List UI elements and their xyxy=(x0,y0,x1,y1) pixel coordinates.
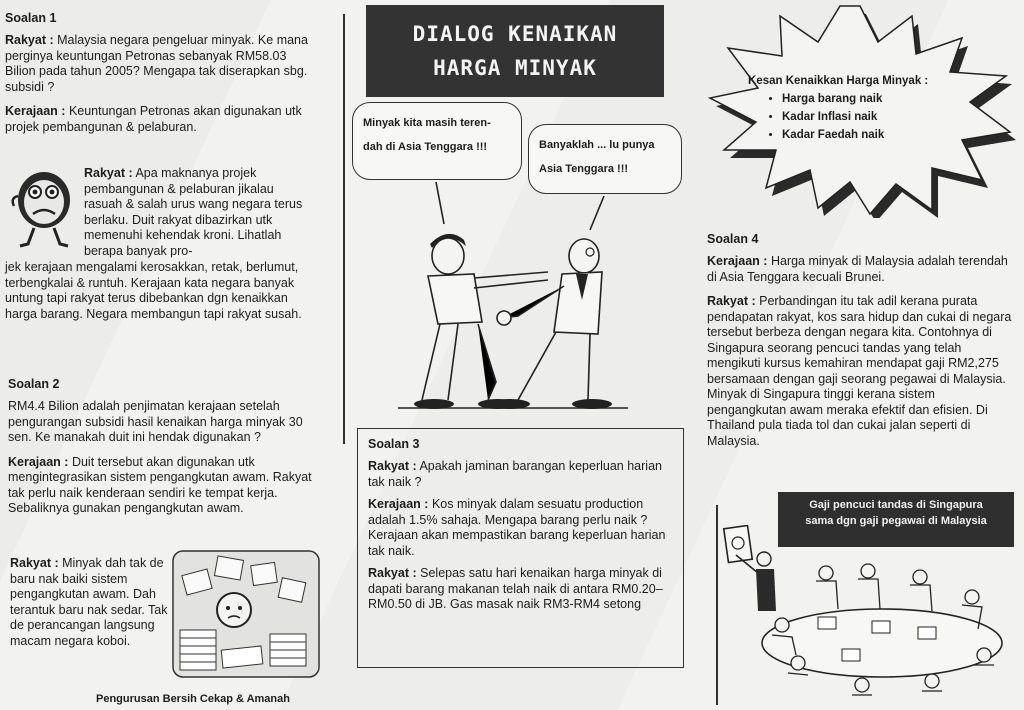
handshake-cartoon-illustration xyxy=(378,182,640,418)
soalan1-kerajaan: Kerajaan : Keuntungan Petronas akan digunakan utk projek pembangunan & pelaburan. xyxy=(5,104,302,134)
speech-bubble-left: Minyak kita masih teren- dah di Asia Tenggara !!! xyxy=(352,102,522,180)
soalan3-rakyat: Rakyat : Apakah jaminan barangan keperluan harian tak naik ? xyxy=(368,459,662,489)
page-title-line2: HARGA MINYAK xyxy=(433,56,597,80)
soalan1-rakyat2-cont xyxy=(5,260,313,331)
soalan2-heading: Soalan 2 xyxy=(8,377,60,391)
burst-list xyxy=(748,90,968,144)
soalan2-rakyat-block xyxy=(10,556,168,658)
soalan3-rakyat2: Rakyat : Selepas satu hari kenaikan harga minyak di dapati barang makanan telah naik di antara RM0.20– RM0.50 di JB. Gas masak naik RM3-RM4 setong xyxy=(368,566,663,611)
soalan4-kerajaan: Kerajaan : Harga minyak di Malaysia adalah terendah di Asia Tenggara kecuali Brunei. xyxy=(707,254,1008,284)
burst-content xyxy=(748,72,968,144)
burst-item: • Kadar Faedah naik xyxy=(782,126,968,144)
page-title-box xyxy=(366,5,664,97)
soalan1-rakyat2-a: Rakyat : Apa maknanya projek pembangunan & pelaburan jikalau rasuah & salah urus wang negara terus berlaku. Duit rakyat dibazirkan utk memenuhi kehendak kroni. Lihatlah berapa banyak pro- xyxy=(84,166,303,258)
speech-bubble-right: Banyaklah ... lu punya Asia Tenggara !!! xyxy=(528,124,682,194)
soalan1-rakyat: Rakyat : Malaysia negara pengeluar minyak. Ke mana perginya keuntungan Petronas sebanyak RM58.03 Bilion pada tahun 2005? Mengapa tak diserapkan sbg. subsidi ? xyxy=(5,33,308,94)
column-divider xyxy=(343,14,345,444)
soalan2-kerajaan: Kerajaan : Duit tersebut akan digunakan utk mengintegrasikan sistem pengangkutan awam. Rakyat tak perlu naik kenderaan sendiri ke tempat kerja. Sebaliknya gunakan pengangkutan awam. xyxy=(8,454,312,515)
soalan2-rakyat: Rakyat : Minyak dah tak de baru nak baiki sistem pengangkutan awam. Dah terantuk baru nak sedar. Tak de perancangan langsung macam negara koboi. xyxy=(10,556,168,648)
burst-item: • Kadar Inflasi naik xyxy=(782,108,968,126)
soalan2-section xyxy=(8,377,314,526)
soalan4-section xyxy=(707,232,1017,458)
soalan1-rakyat2-block xyxy=(84,166,312,259)
paperwork-person-illustration xyxy=(172,550,320,678)
soalan2-intro: RM4.4 Bilion adalah penjimatan kerajaan setelah pengurangan subsidi hasil kenaikan harga minyak 30 sen. Ke manakah duit ini hendak digunakan ? xyxy=(8,399,303,444)
soalan3-heading: Soalan 3 xyxy=(368,437,420,451)
footer-slogan: Pengurusan Bersih Cekap & Amanah xyxy=(96,693,290,705)
soalan3-kerajaan: Kerajaan : Kos minyak dalam sesuatu production adalah 1.5% sahaja. Mengapa barang perlu naik ? Kerajaan akan mempastikan barang keperluan harian tak naik. xyxy=(368,497,666,558)
burst-item: • Harga barang naik xyxy=(782,90,968,108)
meeting-caption: Gaji pencuci tandas di Singapura sama dgn gaji pegawai di Malaysia xyxy=(778,492,1014,547)
soalan1-rakyat2-b: jek kerajaan mengalami kerosakkan, retak, berlumut, terbengkalai & runtuh. Kerajaan kata negara banyak untung tapi rakyat terus dibebankan dgn kenaikkan harga barang. Negara membangun tapi rakyat susah. xyxy=(5,260,302,321)
soalan1-heading: Soalan 1 xyxy=(5,11,57,25)
page-title-line1: DIALOG KENAIKAN xyxy=(412,22,618,46)
soalan1-section xyxy=(5,11,313,144)
soalan4-heading: Soalan 4 xyxy=(707,232,759,246)
soalan4-rakyat: Rakyat : Perbandingan itu tak adil kerana purata pendapatan rakyat, kos sara hidup dan cukai di negara tersebut berbeza dengan negara kita. Contohnya di Singapura seorang pencuci tandas yang telah mengikuti kursus kemahiran mendapat gaji RM2,275 bersamaan dengan gaji seorang pegawai di Malaysia. Minyak di Singapura tinggi kerana sistem pengangkutan awam meraka efektif dan efisien. Di Thailand pula tiada tol dan cukai jalan seperti di Malaysia. xyxy=(707,294,1012,448)
right-divider xyxy=(716,505,718,705)
burst-title: Kesan Kenaikkan Harga Minyak : xyxy=(748,75,929,87)
soalan3-box xyxy=(357,428,684,668)
sad-face-character-illustration xyxy=(8,166,80,252)
meeting-room-illustration xyxy=(722,525,1018,705)
